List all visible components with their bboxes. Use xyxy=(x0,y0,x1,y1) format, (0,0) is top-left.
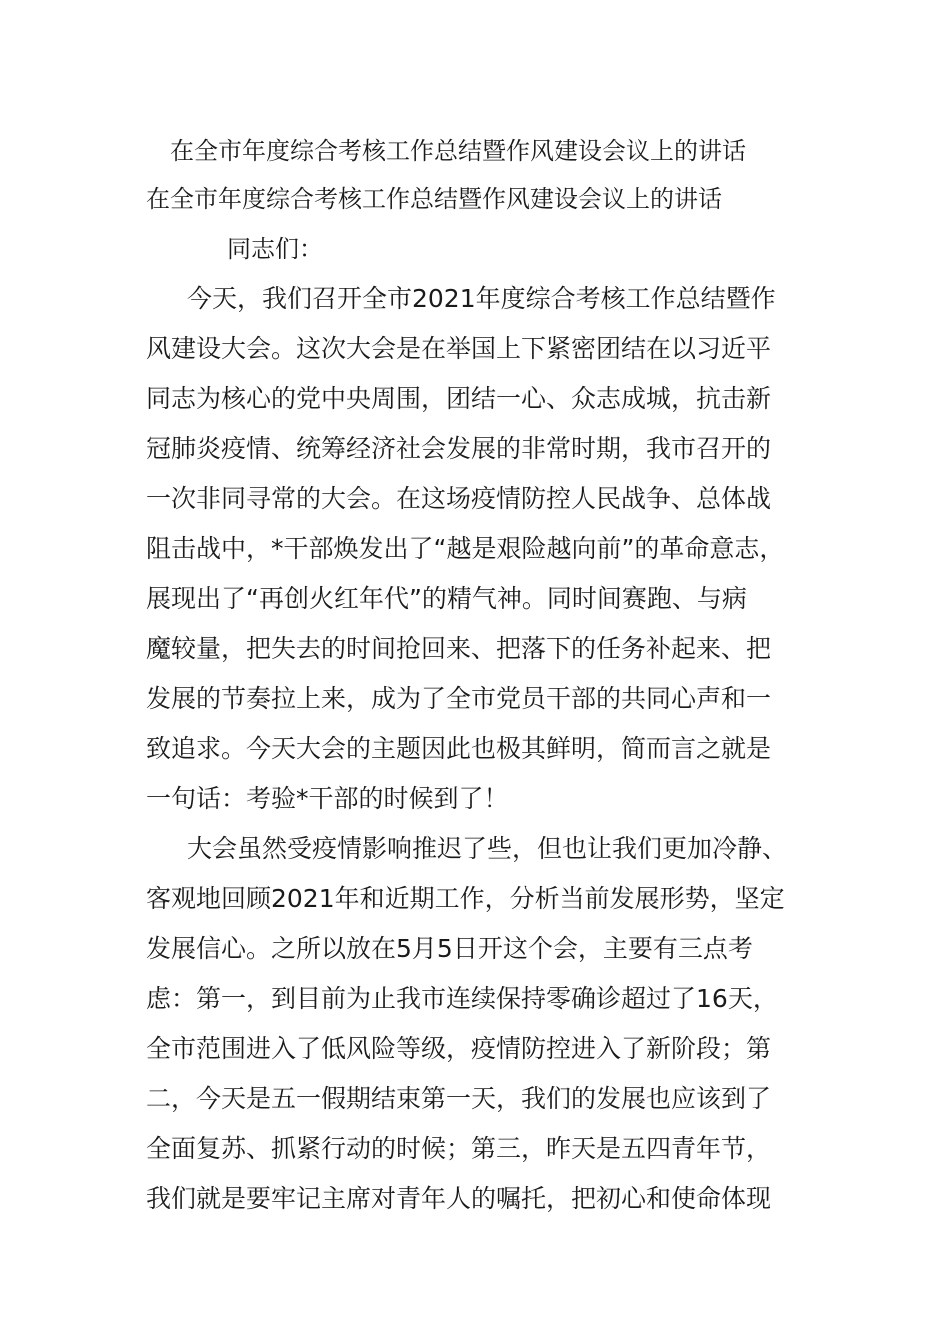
greeting: 同志们： xyxy=(227,235,323,263)
paragraph-2-line: 发展信心。之所以放在5月5日开这个会，主要有三点考 xyxy=(146,934,753,963)
paragraph-1-line: 展现出了“再创火红年代”的精气神。同时间赛跑、与病 xyxy=(146,584,747,613)
paragraph-1-line: 致追求。今天大会的主题因此也极其鲜明，简而言之就是 xyxy=(146,734,772,763)
paragraph-2-line: 全面复苏、抓紧行动的时候；第三，昨天是五四青年节， xyxy=(146,1134,772,1163)
paragraph-2-line: 我们就是要牢记主席对青年人的嘱托，把初心和使命体现 xyxy=(146,1184,772,1213)
paragraph-2-line: 客观地回顾2021年和近期工作，分析当前发展形势，坚定 xyxy=(146,884,785,913)
paragraph-1-line: 发展的节奏拉上来，成为了全市党员干部的共同心声和一 xyxy=(146,684,772,713)
paragraph-1-line: 魔较量，把失去的时间抢回来、把落下的任务补起来、把 xyxy=(146,634,772,663)
paragraph-1-line: 冠肺炎疫情、统筹经济社会发展的非常时期，我市召开的 xyxy=(146,434,772,463)
paragraph-1-line: 今天，我们召开全市2021年度综合考核工作总结暨作 xyxy=(187,284,776,313)
paragraph-1-line: 阻击战中，*干部焕发出了“越是艰险越向前”的革命意志， xyxy=(146,534,785,563)
document-title: 在全市年度综合考核工作总结暨作风建设会议上的讲话 xyxy=(146,185,722,213)
paragraph-1-line: 一次非同寻常的大会。在这场疫情防控人民战争、总体战 xyxy=(146,484,772,513)
paragraph-1-line: 同志为核心的党中央周围，团结一心、众志成城，抗击新 xyxy=(146,384,772,413)
paragraph-2-line: 全市范围进入了低风险等级，疫情防控进入了新阶段；第 xyxy=(146,1034,772,1063)
paragraph-1-line: 风建设大会。这次大会是在举国上下紧密团结在以习近平 xyxy=(146,334,772,363)
paragraph-2-line: 虑：第一，到目前为止我市连续保持零确诊超过了16天， xyxy=(146,984,778,1013)
paragraph-1-line: 一句话：考验*干部的时候到了！ xyxy=(146,784,509,813)
paragraph-2-line: 二，今天是五一假期结束第一天，我们的发展也应该到了 xyxy=(146,1084,772,1113)
paragraph-2-line: 大会虽然受疫情影响推迟了些，但也让我们更加冷静、 xyxy=(187,834,788,863)
document-title-repeat: 在全市年度综合考核工作总结暨作风建设会议上的讲话 xyxy=(170,137,746,165)
